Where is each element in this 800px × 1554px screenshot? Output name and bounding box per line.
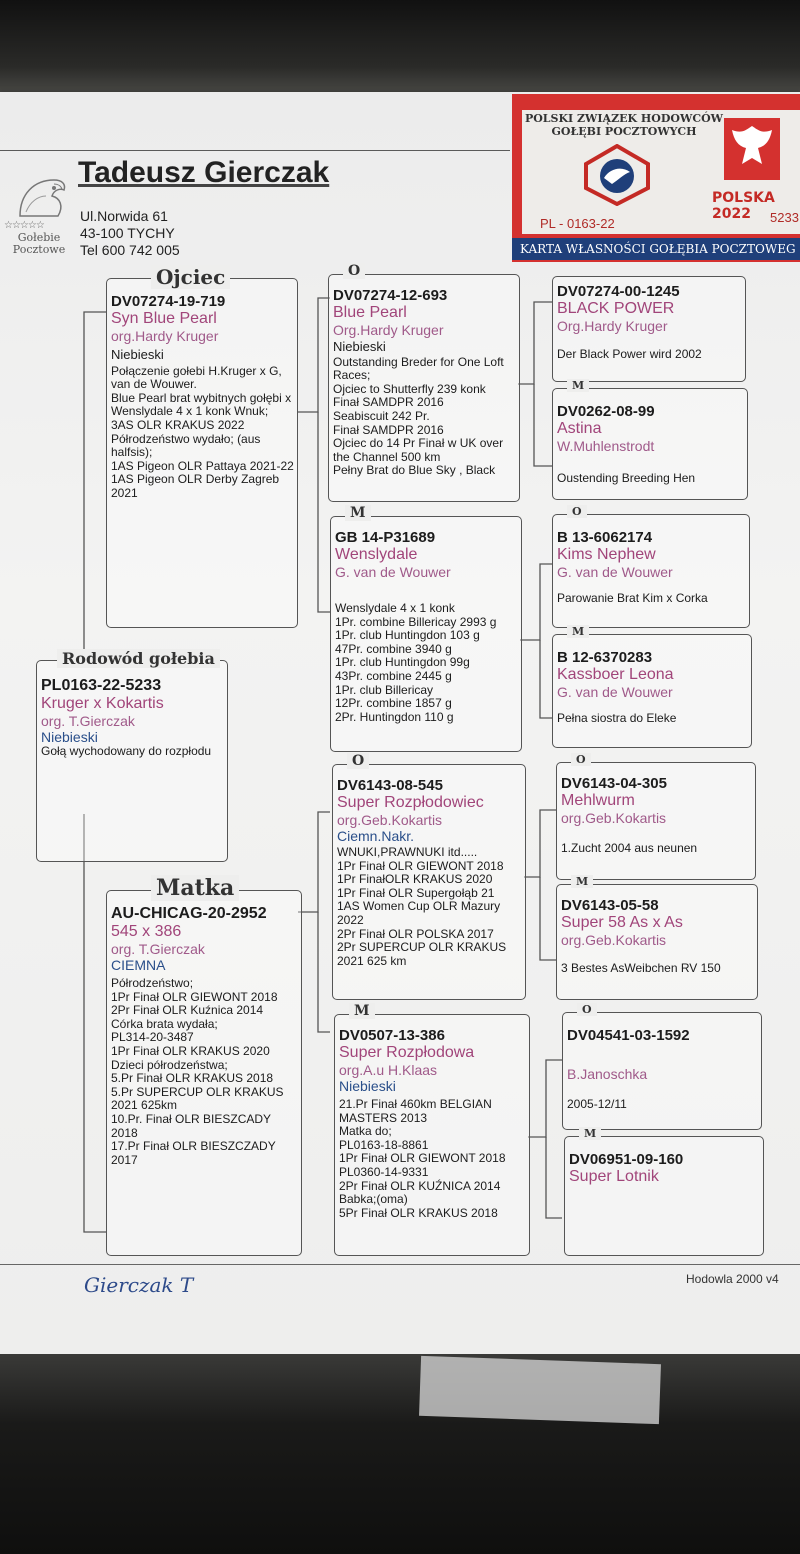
ff-note: Ojciec to Shutterfly 239 konk <box>333 381 486 396</box>
mm-breeder: org.A.u H.Klaas <box>339 1062 438 1078</box>
fff-note: Der Black Power wird 2002 <box>557 347 702 361</box>
father-note: Półrodzeństwo wydało; (aus halfsis); <box>111 431 261 460</box>
subject-color: Niebieski <box>41 729 98 745</box>
mf-note: 1Pr Finał OLR Supergołąb 21 <box>337 885 495 900</box>
fm-name: Wenslydale <box>335 546 418 563</box>
signature-text: Gierczak T <box>84 1273 194 1297</box>
mother-note: Półrodzeństwo; <box>111 976 194 990</box>
mother-note: 1Pr Finał OLR KRAKUS 2020 <box>111 1043 270 1058</box>
mmf-note: 2005-12/11 <box>567 1097 627 1111</box>
mmf-ring: DV04541-03-1592 <box>567 1027 690 1044</box>
father-note: 1AS Pigeon OLR Pattaya 2021-22 <box>111 458 294 473</box>
fmm-ring: B 12-6370283 <box>557 649 653 666</box>
mf-ring: DV6143-08-545 <box>337 777 443 794</box>
mm-box[interactable] <box>334 1003 530 1256</box>
mf-note: 1Pr Finał OLR GIEWONT 2018 <box>337 858 504 873</box>
mother-breeder: org. T.Gierczak <box>111 941 205 957</box>
mm-ring: DV0507-13-386 <box>339 1027 445 1044</box>
mother-name: 545 x 386 <box>111 923 182 940</box>
mmm-name: Super Lotnik <box>569 1168 659 1185</box>
ffm-box[interactable] <box>552 379 748 500</box>
fm-note: 1Pr. club Huntingdon 99g <box>335 655 470 670</box>
handwritten-signature <box>82 1268 212 1308</box>
mf-name: Super Rozpłodowiec <box>337 794 484 811</box>
mf-color: Ciemn.Nakr. <box>337 828 415 844</box>
mfm-box[interactable] <box>556 875 758 1000</box>
mm-note: PL0360-14-9331 <box>339 1164 429 1179</box>
mfm-note: 3 Bestes AsWeibchen RV 150 <box>561 961 721 975</box>
mf-note: 2Pr SUPERCUP OLR KRAKUS 2021 625 km <box>337 940 507 968</box>
mf-note: 1Pr FinałOLR KRAKUS 2020 <box>337 872 493 887</box>
fmf-sex-label: O <box>567 505 587 518</box>
mmm-sex-label: M <box>579 1127 601 1140</box>
mother-note: Dzieci półrodzeństwa; <box>111 1057 228 1072</box>
mf-note: 1AS Women Cup OLR Mazury 2022 <box>337 899 501 927</box>
mother-note: 5.Pr Finał OLR KRAKUS 2018 <box>111 1071 274 1086</box>
fmf-box[interactable] <box>552 505 750 628</box>
fff-name: BLACK POWER <box>557 300 675 317</box>
ff-note: Finał SAMDPR 2016 <box>333 422 444 437</box>
mother-note: 1Pr Finał OLR GIEWONT 2018 <box>111 989 278 1004</box>
fmm-name: Kassboer Leona <box>557 666 674 683</box>
mother-color: CIEMNA <box>111 957 166 973</box>
card-ring-number: 5233 <box>770 210 799 225</box>
mother-note: 2Pr Finał OLR Kuźnica 2014 <box>111 1003 264 1018</box>
fmm-breeder: G. van de Wouwer <box>557 684 673 700</box>
fm-note: 1Pr. combine Billericay 2993 g <box>335 614 497 629</box>
subject-box[interactable] <box>36 649 228 862</box>
fm-breeder: G. van de Wouwer <box>335 564 451 580</box>
footer-rule <box>0 1264 800 1265</box>
ffm-name: Astina <box>557 420 602 437</box>
mother-note: Córka brata wydała; <box>111 1016 218 1031</box>
mm-name: Super Rozpłodowa <box>339 1044 475 1061</box>
mmf-breeder: B.Janoschka <box>567 1066 648 1082</box>
father-ring: DV07274-19-719 <box>111 293 226 310</box>
father-note: 3AS OLR KRAKUS 2022 <box>111 417 245 432</box>
fmm-sex-label: M <box>567 625 589 638</box>
mother-label: Matka <box>151 875 239 901</box>
card-association: POLSKI ZWIĄZEK HODOWCÓW GOŁĘBI POCZTOWYCH <box>524 112 724 138</box>
mfm-name: Super 58 As x As <box>561 914 683 931</box>
mff-sex-label: O <box>571 753 591 766</box>
father-note: 1AS Pigeon OLR Derby Zagreb 2021 <box>111 472 280 500</box>
logo-line-2: Pocztowe <box>12 243 66 256</box>
mother-note: 10.Pr. Finał OLR BIESZCADY 2018 <box>111 1111 271 1140</box>
fm-ring: GB 14-P31689 <box>335 529 436 546</box>
fmm-note: Pełna siostra do Eleke <box>557 711 677 725</box>
fm-note: 43Pr. combine 2445 g <box>335 668 452 683</box>
owner-city: 43-100 TYCHY <box>80 225 175 241</box>
fm-note: 47Pr. combine 3940 g <box>335 641 452 656</box>
subject-ring: PL0163-22-5233 <box>41 677 162 694</box>
mff-name: Mehlwurm <box>561 792 635 809</box>
mother-notes <box>111 977 299 1167</box>
mf-breeder: org.Geb.Kokartis <box>337 812 443 828</box>
ff-ring: DV07274-12-693 <box>333 287 448 304</box>
mm-sex-label: M <box>349 1003 375 1019</box>
owner-street: Ul.Norwida 61 <box>80 208 168 224</box>
fmm-box[interactable] <box>552 625 752 748</box>
mother-note: PL314-20-3487 <box>111 1030 194 1045</box>
mff-box[interactable] <box>556 753 756 880</box>
mf-notes <box>337 846 523 968</box>
mff-breeder: org.Geb.Kokartis <box>561 810 667 826</box>
mf-note: WNUKI,PRAWNUKI itd..... <box>337 845 478 859</box>
mm-color: Niebieski <box>339 1078 396 1094</box>
owner-name: Tadeusz Gierczak <box>78 156 330 189</box>
father-note: Połączenie gołebi H.Kruger x G, van de Wouwer. <box>111 363 282 392</box>
mfm-sex-label: M <box>571 875 593 888</box>
ff-color: Niebieski <box>333 339 386 354</box>
mf-note: 2Pr Finał OLR POLSKA 2017 <box>337 926 494 941</box>
paper-underneath <box>419 1356 661 1424</box>
fm-note: 1Pr. club Billericay <box>335 682 434 697</box>
mff-note: 1.Zucht 2004 aus neunen <box>561 841 698 855</box>
subject-name: Kruger x Kokartis <box>41 695 164 712</box>
father-box[interactable] <box>106 265 298 628</box>
mother-note: 17.Pr Finał OLR BIESZCZADY 2017 <box>111 1139 276 1167</box>
background-top <box>0 0 800 95</box>
software-credit: Hodowla 2000 v4 <box>686 1272 779 1286</box>
ff-note: Seabiscuit 242 Pr. <box>333 408 430 423</box>
ff-notes <box>333 356 517 478</box>
mother-note: 5.Pr SUPERCUP OLR KRAKUS 2021 625km <box>111 1084 284 1113</box>
background-bottom <box>0 1354 800 1554</box>
fmf-breeder: G. van de Wouwer <box>557 564 673 580</box>
ff-note: Finał SAMDPR 2016 <box>333 395 444 410</box>
father-name: Syn Blue Pearl <box>111 310 217 327</box>
ffm-sex-label: M <box>567 379 589 392</box>
card-country: POLSKA 2022 <box>712 190 775 222</box>
mmf-sex-label: O <box>577 1003 597 1016</box>
mm-note: Babka;(oma) <box>339 1192 408 1207</box>
owner-phone: Tel 600 742 005 <box>80 242 180 258</box>
mfm-breeder: org.Geb.Kokartis <box>561 932 667 948</box>
logo-line-1: Gołebie <box>17 231 61 244</box>
mm-note: 1Pr Finał OLR GIEWONT 2018 <box>339 1151 506 1166</box>
mother-box[interactable] <box>106 875 302 1256</box>
fm-box[interactable] <box>330 505 522 752</box>
ff-breeder: Org.Hardy Kruger <box>333 322 444 338</box>
card-pl-number: PL - 0163-22 <box>540 216 615 231</box>
fff-box[interactable] <box>552 276 746 382</box>
father-label: Ojciec <box>151 265 230 289</box>
ff-name: Blue Pearl <box>333 304 407 321</box>
ff-note: Ojciec do 14 Pr Finał w UK over the Channel 500 km <box>333 436 504 464</box>
ffm-breeder: W.Muhlenstrodt <box>557 438 655 454</box>
mm-note: 21.Pr Finał 460km BELGIAN MASTERS 2013 <box>339 1097 492 1125</box>
mm-note: Matka do; <box>339 1124 392 1139</box>
ff-note: Pełny Brat do Blue Sky , Black <box>333 463 496 478</box>
father-notes <box>111 365 294 501</box>
fmf-ring: B 13-6062174 <box>557 529 653 546</box>
mm-notes <box>339 1098 527 1220</box>
ff-box[interactable] <box>328 263 520 502</box>
fmf-name: Kims Nephew <box>557 546 656 563</box>
ffm-ring: DV0262-08-99 <box>557 403 655 420</box>
ff-note: Outstanding Breder for One Loft Races; <box>333 354 504 383</box>
fm-note: 2Pr. Huntingdon 110 g <box>335 709 454 724</box>
card-title-bar: KARTA WŁASNOŚCI GOŁĘBIA POCZTOWEG <box>512 238 800 260</box>
mmm-box[interactable] <box>564 1127 764 1256</box>
mother-ring: AU-CHICAG-20-2952 <box>111 905 267 922</box>
mmf-box[interactable] <box>562 1003 762 1130</box>
fm-note: 1Pr. club Huntingdon 103 g <box>335 628 480 643</box>
fmf-note: Parowanie Brat Kim x Corka <box>557 591 708 605</box>
father-color: Niebieski <box>111 347 164 362</box>
mm-note: 2Pr Finał OLR KUŹNICA 2014 <box>339 1178 501 1193</box>
mff-ring: DV6143-04-305 <box>561 775 667 792</box>
mmm-ring: DV06951-09-160 <box>569 1151 684 1168</box>
pedigree-label: Rodowód gołebia <box>57 649 220 668</box>
ffm-note: Oustending Breeding Hen <box>557 471 696 485</box>
father-breeder: org.Hardy Kruger <box>111 328 219 344</box>
fm-sex-label: M <box>345 505 371 521</box>
fm-notes <box>335 602 519 724</box>
fff-ring: DV07274-00-1245 <box>557 283 680 300</box>
pedigree-sheet <box>0 92 800 1354</box>
fff-breeder: Org.Hardy Kruger <box>557 318 668 334</box>
subject-breeder: org. T.Gierczak <box>41 713 135 729</box>
mm-note: PL0163-18-8861 <box>339 1137 429 1152</box>
mf-box[interactable] <box>332 753 526 1000</box>
ff-sex-label: O <box>343 263 365 279</box>
mf-sex-label: O <box>347 753 369 769</box>
father-note: Blue Pearl brat wybitnych gołębi x Wenslydale 4 x 1 konk Wnuk; <box>111 390 292 419</box>
stars-decoration: ☆☆☆☆☆ <box>4 220 44 231</box>
fm-note: 12Pr. combine 1857 g <box>335 696 452 711</box>
subject-note: Gołą wychodowany do rozpłodu <box>41 744 212 758</box>
fm-note: Wenslydale 4 x 1 konk <box>335 601 455 615</box>
mfm-ring: DV6143-05-58 <box>561 897 659 914</box>
mm-note: 5Pr Finał OLR KRAKUS 2018 <box>339 1205 498 1220</box>
